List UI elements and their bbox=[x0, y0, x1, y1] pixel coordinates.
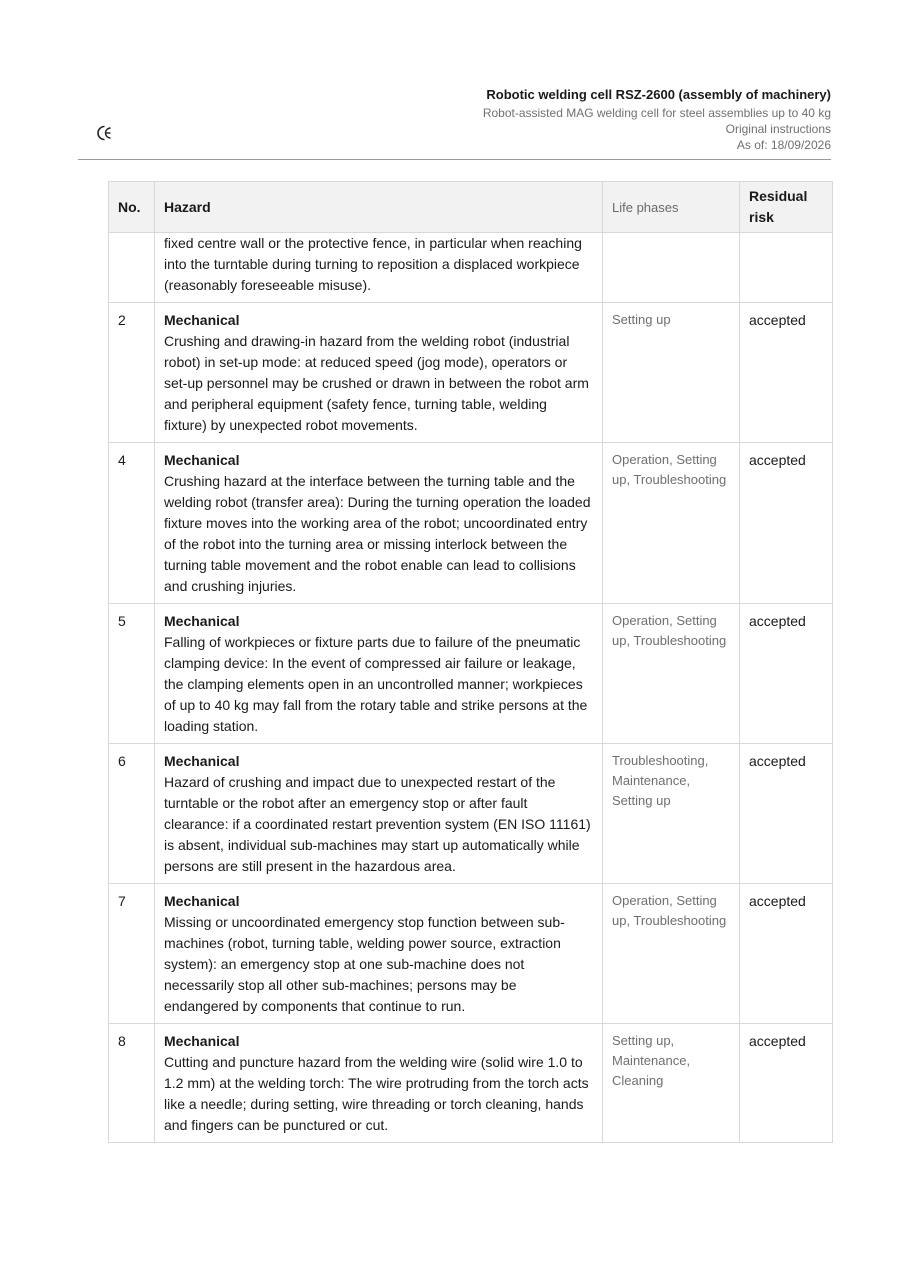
hazard-description: Falling of workpieces or fixture parts due to failure of the pneumatic clamping device: In the event of compressed air failure or leakage, the clamping elements open in an uncontrolled manner; workpieces of up to 40 kg may fall from the rotary table and strike persons at the loading station. bbox=[164, 634, 588, 734]
column-header-residual-risk: Residual risk bbox=[740, 182, 833, 233]
hazard-description: Crushing and drawing-in hazard from the welding robot (industrial robot) in set-up mode: at reduced speed (jog mode), operators or set-up personnel may be crushed or drawn in between the robot arm and peripheral equipment (safety fence, turning table, welding fixture) by unexpected robot movements. bbox=[164, 333, 589, 433]
ce-mark-icon bbox=[96, 124, 114, 142]
document-date: As of: 18/09/2026 bbox=[736, 138, 831, 152]
hazard-category: Mechanical bbox=[164, 893, 240, 909]
residual-risk: accepted bbox=[740, 604, 833, 744]
header-divider bbox=[78, 159, 831, 160]
residual-risk: accepted bbox=[740, 303, 833, 443]
hazard-category: Mechanical bbox=[164, 312, 240, 328]
residual-risk: accepted bbox=[740, 1024, 833, 1143]
life-phases: Operation, Setting up, Troubleshooting bbox=[603, 443, 740, 604]
document-subtitle: Robot-assisted MAG welding cell for steel assemblies up to 40 kg bbox=[482, 106, 831, 120]
hazard-category: Mechanical bbox=[164, 452, 240, 468]
residual-risk: accepted bbox=[740, 443, 833, 604]
table-row bbox=[109, 604, 833, 744]
hazard-cell bbox=[155, 1024, 603, 1143]
life-phases: Troubleshooting, Maintenance, Setting up bbox=[603, 744, 740, 884]
life-phases: Operation, Setting up, Troubleshooting bbox=[603, 884, 740, 1024]
row-number: 7 bbox=[109, 884, 155, 1024]
document-type: Original instructions bbox=[725, 122, 831, 136]
life-phases-cell bbox=[603, 233, 740, 303]
hazard-cell bbox=[155, 744, 603, 884]
row-number: 4 bbox=[109, 443, 155, 604]
hazard-cell bbox=[155, 884, 603, 1024]
column-header-hazard: Hazard bbox=[155, 182, 603, 233]
life-phases: Operation, Setting up, Troubleshooting bbox=[603, 604, 740, 744]
life-phases: Setting up bbox=[603, 303, 740, 443]
hazard-description: Missing or uncoordinated emergency stop function between sub-machines (robot, turning table, welding power source, extraction system): an emergency stop at one sub-machine does not necessarily stop all other sub-machines; persons may be endangered by components that continue to run. bbox=[164, 914, 565, 1014]
hazard-description: Crushing hazard at the interface between the turning table and the welding robot (transfer area): During the turning operation the loaded fixture moves into the working area of the robot; uncoordinated entry of the robot into the turning area or missing interlock between the turning table movement and the robot enable can lead to collisions and crushing injuries. bbox=[164, 473, 591, 594]
hazard-category: Mechanical bbox=[164, 1033, 240, 1049]
hazard-category: Mechanical bbox=[164, 613, 240, 629]
column-header-no: No. bbox=[109, 182, 155, 233]
table-row bbox=[109, 443, 833, 604]
row-number: 6 bbox=[109, 744, 155, 884]
hazard-description: Cutting and puncture hazard from the welding wire (solid wire 1.0 to 1.2 mm) at the welding torch: The wire protruding from the torch acts like a needle; during setting, wire threading or torch cleaning, hands and fingers can be punctured or cut. bbox=[164, 1054, 589, 1133]
table-row bbox=[109, 1024, 833, 1143]
row-number-cell bbox=[109, 233, 155, 303]
table-header-row bbox=[109, 182, 833, 233]
hazard-continuation-text: fixed centre wall or the protective fence, in particular when reaching into the turntable during turning to reposition a displaced workpiece (reasonably foreseeable misuse). bbox=[155, 233, 603, 303]
row-number: 8 bbox=[109, 1024, 155, 1143]
document-header bbox=[483, 86, 831, 153]
column-header-life-phases: Life phases bbox=[603, 182, 740, 233]
hazard-table bbox=[108, 181, 833, 1143]
hazard-category: Mechanical bbox=[164, 753, 240, 769]
table-row-continuation bbox=[109, 233, 833, 303]
hazard-cell bbox=[155, 303, 603, 443]
residual-risk: accepted bbox=[740, 884, 833, 1024]
table-row bbox=[109, 884, 833, 1024]
table-row bbox=[109, 744, 833, 884]
life-phases: Setting up, Maintenance, Cleaning bbox=[603, 1024, 740, 1143]
document-title: Robotic welding cell RSZ-2600 (assembly of machinery) bbox=[486, 87, 831, 102]
residual-risk-cell bbox=[740, 233, 833, 303]
hazard-description: Hazard of crushing and impact due to unexpected restart of the turntable or the robot after an emergency stop or after fault clearance: if a coordinated restart prevention system (EN ISO 11161) is absent, individual sub-machines may start up automatically while persons are still present in the hazardous area. bbox=[164, 774, 591, 874]
hazard-cell bbox=[155, 443, 603, 604]
residual-risk: accepted bbox=[740, 744, 833, 884]
row-number: 5 bbox=[109, 604, 155, 744]
table-row bbox=[109, 303, 833, 443]
hazard-cell bbox=[155, 604, 603, 744]
row-number: 2 bbox=[109, 303, 155, 443]
